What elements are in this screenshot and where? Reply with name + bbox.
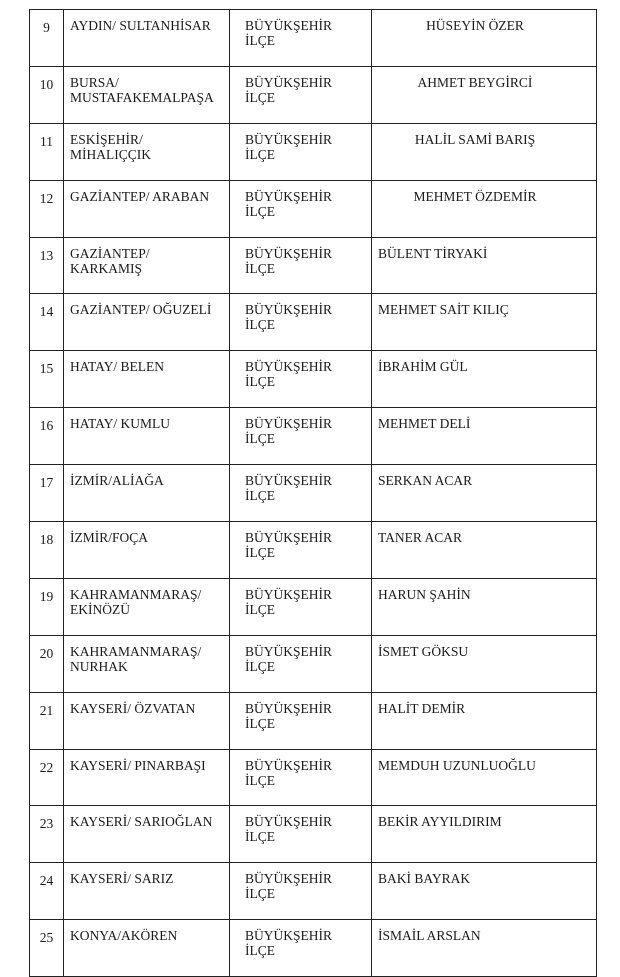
- row-number: 14: [30, 294, 64, 351]
- candidate-name: BEKİR AYYILDIRIM: [372, 806, 597, 863]
- candidate-name: SERKAN ACAR: [372, 465, 597, 522]
- province-district: AYDIN/ SULTANHİSAR: [64, 10, 230, 67]
- province-district: KAHRAMANMARAŞ/ NURHAK: [64, 635, 230, 692]
- municipality-type: BÜYÜKŞEHİR İLÇE: [230, 294, 372, 351]
- municipality-type: BÜYÜKŞEHİR İLÇE: [230, 465, 372, 522]
- row-number: 18: [30, 522, 64, 579]
- candidate-name: TANER ACAR: [372, 522, 597, 579]
- table-row: [30, 351, 597, 408]
- municipality-type: BÜYÜKŞEHİR İLÇE: [230, 66, 372, 123]
- table-row: [30, 692, 597, 749]
- table-row: [30, 920, 597, 977]
- candidate-name: İBRAHİM GÜL: [372, 351, 597, 408]
- row-number: 10: [30, 66, 64, 123]
- table-row: [30, 237, 597, 294]
- province-district: KAHRAMANMARAŞ/ EKİNÖZÜ: [64, 578, 230, 635]
- candidate-name: BÜLENT TİRYAKİ: [372, 237, 597, 294]
- province-district: HATAY/ KUMLU: [64, 408, 230, 465]
- row-number: 19: [30, 578, 64, 635]
- table-row: [30, 578, 597, 635]
- table-row: [30, 66, 597, 123]
- row-number: 21: [30, 692, 64, 749]
- table-row: [30, 123, 597, 180]
- candidate-name: MEHMET DELİ: [372, 408, 597, 465]
- municipality-type: BÜYÜKŞEHİR İLÇE: [230, 863, 372, 920]
- table-body: [30, 10, 597, 977]
- municipality-type: BÜYÜKŞEHİR İLÇE: [230, 522, 372, 579]
- province-district: ESKİŞEHİR/ MİHALIÇÇIK: [64, 123, 230, 180]
- province-district: KAYSERİ/ PINARBAŞI: [64, 749, 230, 806]
- row-number: 24: [30, 863, 64, 920]
- province-district: GAZİANTEP/ OĞUZELİ: [64, 294, 230, 351]
- candidate-name: MEHMET SAİT KILIÇ: [372, 294, 597, 351]
- row-number: 11: [30, 123, 64, 180]
- province-district: GAZİANTEP/ KARKAMIŞ: [64, 237, 230, 294]
- table-row: [30, 749, 597, 806]
- province-district: HATAY/ BELEN: [64, 351, 230, 408]
- municipality-type: BÜYÜKŞEHİR İLÇE: [230, 920, 372, 977]
- row-number: 20: [30, 635, 64, 692]
- candidate-name: HALİT DEMİR: [372, 692, 597, 749]
- municipality-type: BÜYÜKŞEHİR İLÇE: [230, 180, 372, 237]
- row-number: 23: [30, 806, 64, 863]
- candidate-name: AHMET BEYGİRCİ: [372, 66, 597, 123]
- municipality-type: BÜYÜKŞEHİR İLÇE: [230, 749, 372, 806]
- municipality-type: BÜYÜKŞEHİR İLÇE: [230, 237, 372, 294]
- row-number: 25: [30, 920, 64, 977]
- table-row: [30, 635, 597, 692]
- municipality-type: BÜYÜKŞEHİR İLÇE: [230, 351, 372, 408]
- row-number: 16: [30, 408, 64, 465]
- province-district: KONYA/AKÖREN: [64, 920, 230, 977]
- table-row: [30, 522, 597, 579]
- table-row: [30, 294, 597, 351]
- municipality-type: BÜYÜKŞEHİR İLÇE: [230, 635, 372, 692]
- table-row: [30, 806, 597, 863]
- candidate-name: İSMAİL ARSLAN: [372, 920, 597, 977]
- candidate-name: MEMDUH UZUNLUOĞLU: [372, 749, 597, 806]
- row-number: 9: [30, 10, 64, 67]
- municipality-type: BÜYÜKŞEHİR İLÇE: [230, 692, 372, 749]
- province-district: KAYSERİ/ ÖZVATAN: [64, 692, 230, 749]
- province-district: İZMİR/ALİAĞA: [64, 465, 230, 522]
- row-number: 15: [30, 351, 64, 408]
- table-row: [30, 465, 597, 522]
- row-number: 13: [30, 237, 64, 294]
- candidate-table: [29, 9, 597, 977]
- municipality-type: BÜYÜKŞEHİR İLÇE: [230, 806, 372, 863]
- municipality-type: BÜYÜKŞEHİR İLÇE: [230, 408, 372, 465]
- province-district: KAYSERİ/ SARIZ: [64, 863, 230, 920]
- province-district: KAYSERİ/ SARIOĞLAN: [64, 806, 230, 863]
- candidate-name: HÜSEYİN ÖZER: [372, 10, 597, 67]
- candidate-name: MEHMET ÖZDEMİR: [372, 180, 597, 237]
- table-row: [30, 408, 597, 465]
- province-district: BURSA/ MUSTAFAKEMALPAŞA: [64, 66, 230, 123]
- municipality-type: BÜYÜKŞEHİR İLÇE: [230, 10, 372, 67]
- table-row: [30, 10, 597, 67]
- table-row: [30, 863, 597, 920]
- row-number: 17: [30, 465, 64, 522]
- province-district: GAZİANTEP/ ARABAN: [64, 180, 230, 237]
- candidate-name: İSMET GÖKSU: [372, 635, 597, 692]
- municipality-type: BÜYÜKŞEHİR İLÇE: [230, 123, 372, 180]
- candidate-name: HARUN ŞAHİN: [372, 578, 597, 635]
- table-row: [30, 180, 597, 237]
- municipality-type: BÜYÜKŞEHİR İLÇE: [230, 578, 372, 635]
- candidate-name: HALİL SAMİ BARIŞ: [372, 123, 597, 180]
- candidate-name: BAKİ BAYRAK: [372, 863, 597, 920]
- province-district: İZMİR/FOÇA: [64, 522, 230, 579]
- row-number: 22: [30, 749, 64, 806]
- row-number: 12: [30, 180, 64, 237]
